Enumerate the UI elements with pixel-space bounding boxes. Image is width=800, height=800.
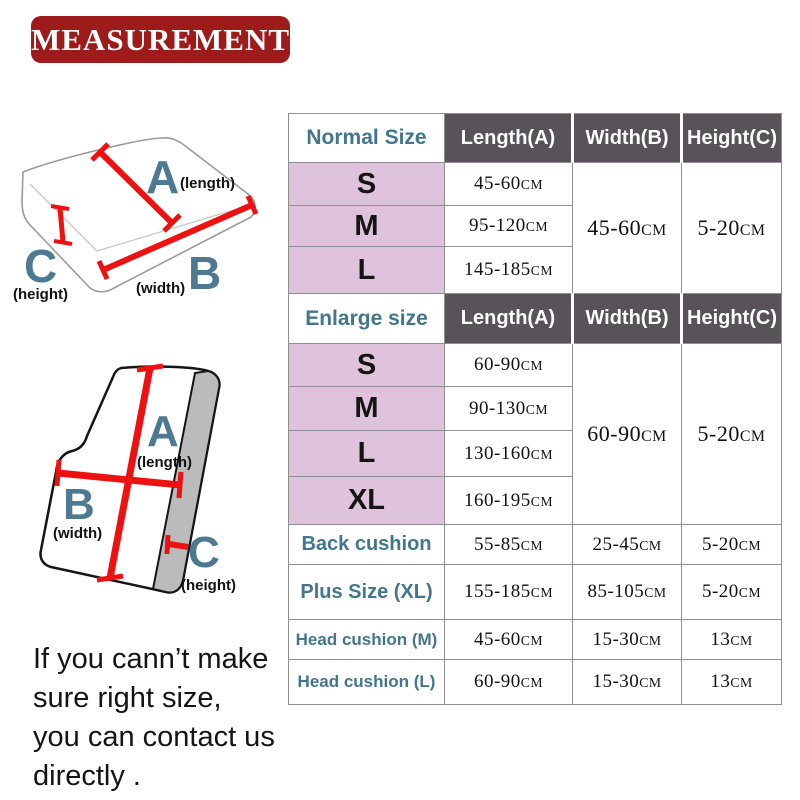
section-label: Enlarge size (289, 294, 445, 344)
value-cell: 45-60CM (445, 620, 573, 660)
value-cell: 85-105CM (573, 565, 682, 620)
value-cell: 60-90CM (445, 660, 573, 705)
value-cell: 5-20CM (682, 565, 782, 620)
value-cell: 155-185CM (445, 565, 573, 620)
value-cell: 130-160CM (445, 431, 573, 477)
label-a-sub: (length) (180, 175, 235, 192)
table-row (289, 660, 782, 705)
value-cell: 55-85CM (445, 525, 573, 565)
column-header-height: Height(C) (682, 114, 782, 163)
label-a-sub: (length) (137, 454, 192, 471)
row-label: Head cushion (L) (289, 660, 445, 705)
seat-cushion-diagram (0, 112, 285, 327)
label-c: C (188, 528, 220, 577)
size-cell: M (289, 387, 445, 431)
row-label: Back cushion (289, 525, 445, 565)
table-row (289, 163, 782, 206)
title-banner (31, 16, 290, 63)
value-cell: 15-30CM (573, 620, 682, 660)
value-cell: 60-90CM (445, 344, 573, 387)
value-cell: 95-120CM (445, 206, 573, 247)
table-row (289, 294, 782, 344)
row-label: Plus Size (XL) (289, 565, 445, 620)
column-header-height: Height(C) (682, 294, 782, 344)
column-header-length: Length(A) (445, 114, 573, 163)
page-title: MEASUREMENT (31, 21, 291, 57)
label-b-sub: (width) (136, 280, 186, 297)
section-label: Normal Size (289, 114, 445, 163)
value-cell: 5-20CM (682, 525, 782, 565)
row-label: Head cushion (M) (289, 620, 445, 660)
label-c-sub: (height) (13, 286, 68, 303)
size-cell: S (289, 344, 445, 387)
label-b: B (63, 480, 95, 529)
note-line: you can contact us (33, 721, 275, 753)
column-header-width: Width(B) (573, 114, 682, 163)
table-row (289, 525, 782, 565)
label-b: B (188, 247, 222, 299)
value-cell: 90-130CM (445, 387, 573, 431)
label-c-sub: (height) (181, 577, 236, 594)
column-header-length: Length(A) (445, 294, 573, 344)
note-line: sure right size, (33, 682, 222, 714)
value-cell: 145-185CM (445, 247, 573, 294)
size-table (288, 113, 782, 705)
value-cell: 13CM (682, 620, 782, 660)
value-cell-merged: 5-20CM (682, 344, 782, 525)
contact-note (33, 640, 293, 796)
column-header-width: Width(B) (573, 294, 682, 344)
value-cell-merged: 60-90CM (573, 344, 682, 525)
label-a: A (146, 151, 180, 203)
value-cell-merged: 5-20CM (682, 163, 782, 294)
note-line: directly . (33, 760, 141, 792)
table-row (289, 114, 782, 163)
value-cell: 15-30CM (573, 660, 682, 705)
value-cell: 45-60CM (445, 163, 573, 206)
value-cell: 25-45CM (573, 525, 682, 565)
size-cell: M (289, 206, 445, 247)
value-cell: 13CM (682, 660, 782, 705)
label-a: A (147, 407, 179, 456)
back-cushion-diagram (25, 352, 275, 602)
table-row (289, 565, 782, 620)
label-b-sub: (width) (53, 525, 103, 542)
value-cell-merged: 45-60CM (573, 163, 682, 294)
size-cell: L (289, 431, 445, 477)
size-cell: S (289, 163, 445, 206)
note-line: If you cann’t make (33, 643, 269, 675)
value-cell: 160-195CM (445, 477, 573, 525)
size-cell: XL (289, 477, 445, 525)
label-c: C (24, 240, 58, 292)
size-cell: L (289, 247, 445, 294)
table-row (289, 344, 782, 387)
table-row (289, 620, 782, 660)
